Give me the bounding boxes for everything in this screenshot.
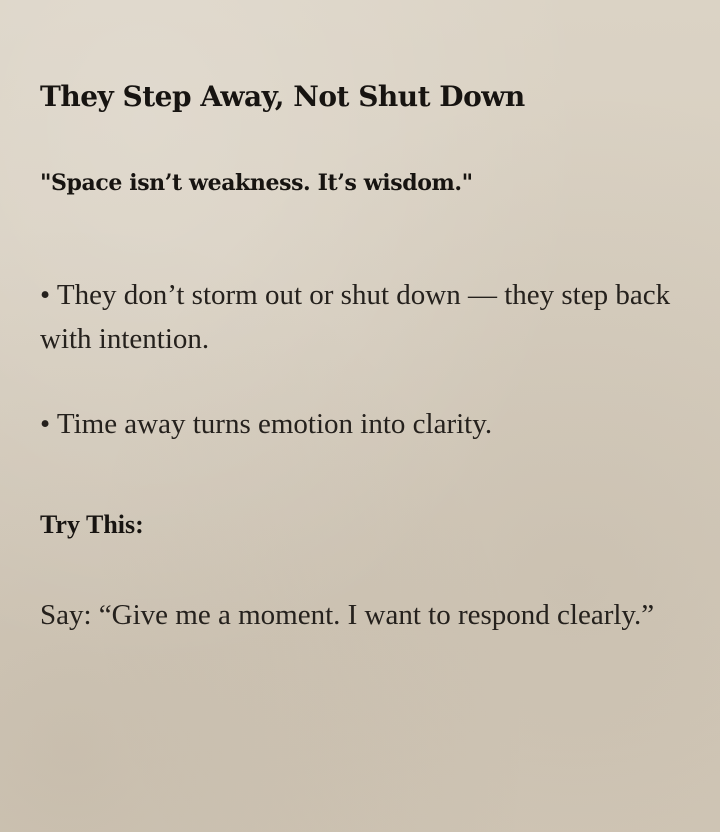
try-this-label: Try This:	[40, 510, 144, 539]
try-this-text: Say: “Give me a moment. I want to respond clearly.”	[40, 599, 655, 631]
bullet-point: • Time away turns emotion into clarity.	[40, 408, 493, 440]
section-heading: They Step Away, Not Shut Down	[40, 80, 525, 113]
section-quote: "Space isn’t weakness. It’s wisdom."	[40, 170, 473, 196]
bullet-point: • They don’t storm out or shut down — they step back with intention.	[40, 279, 671, 355]
